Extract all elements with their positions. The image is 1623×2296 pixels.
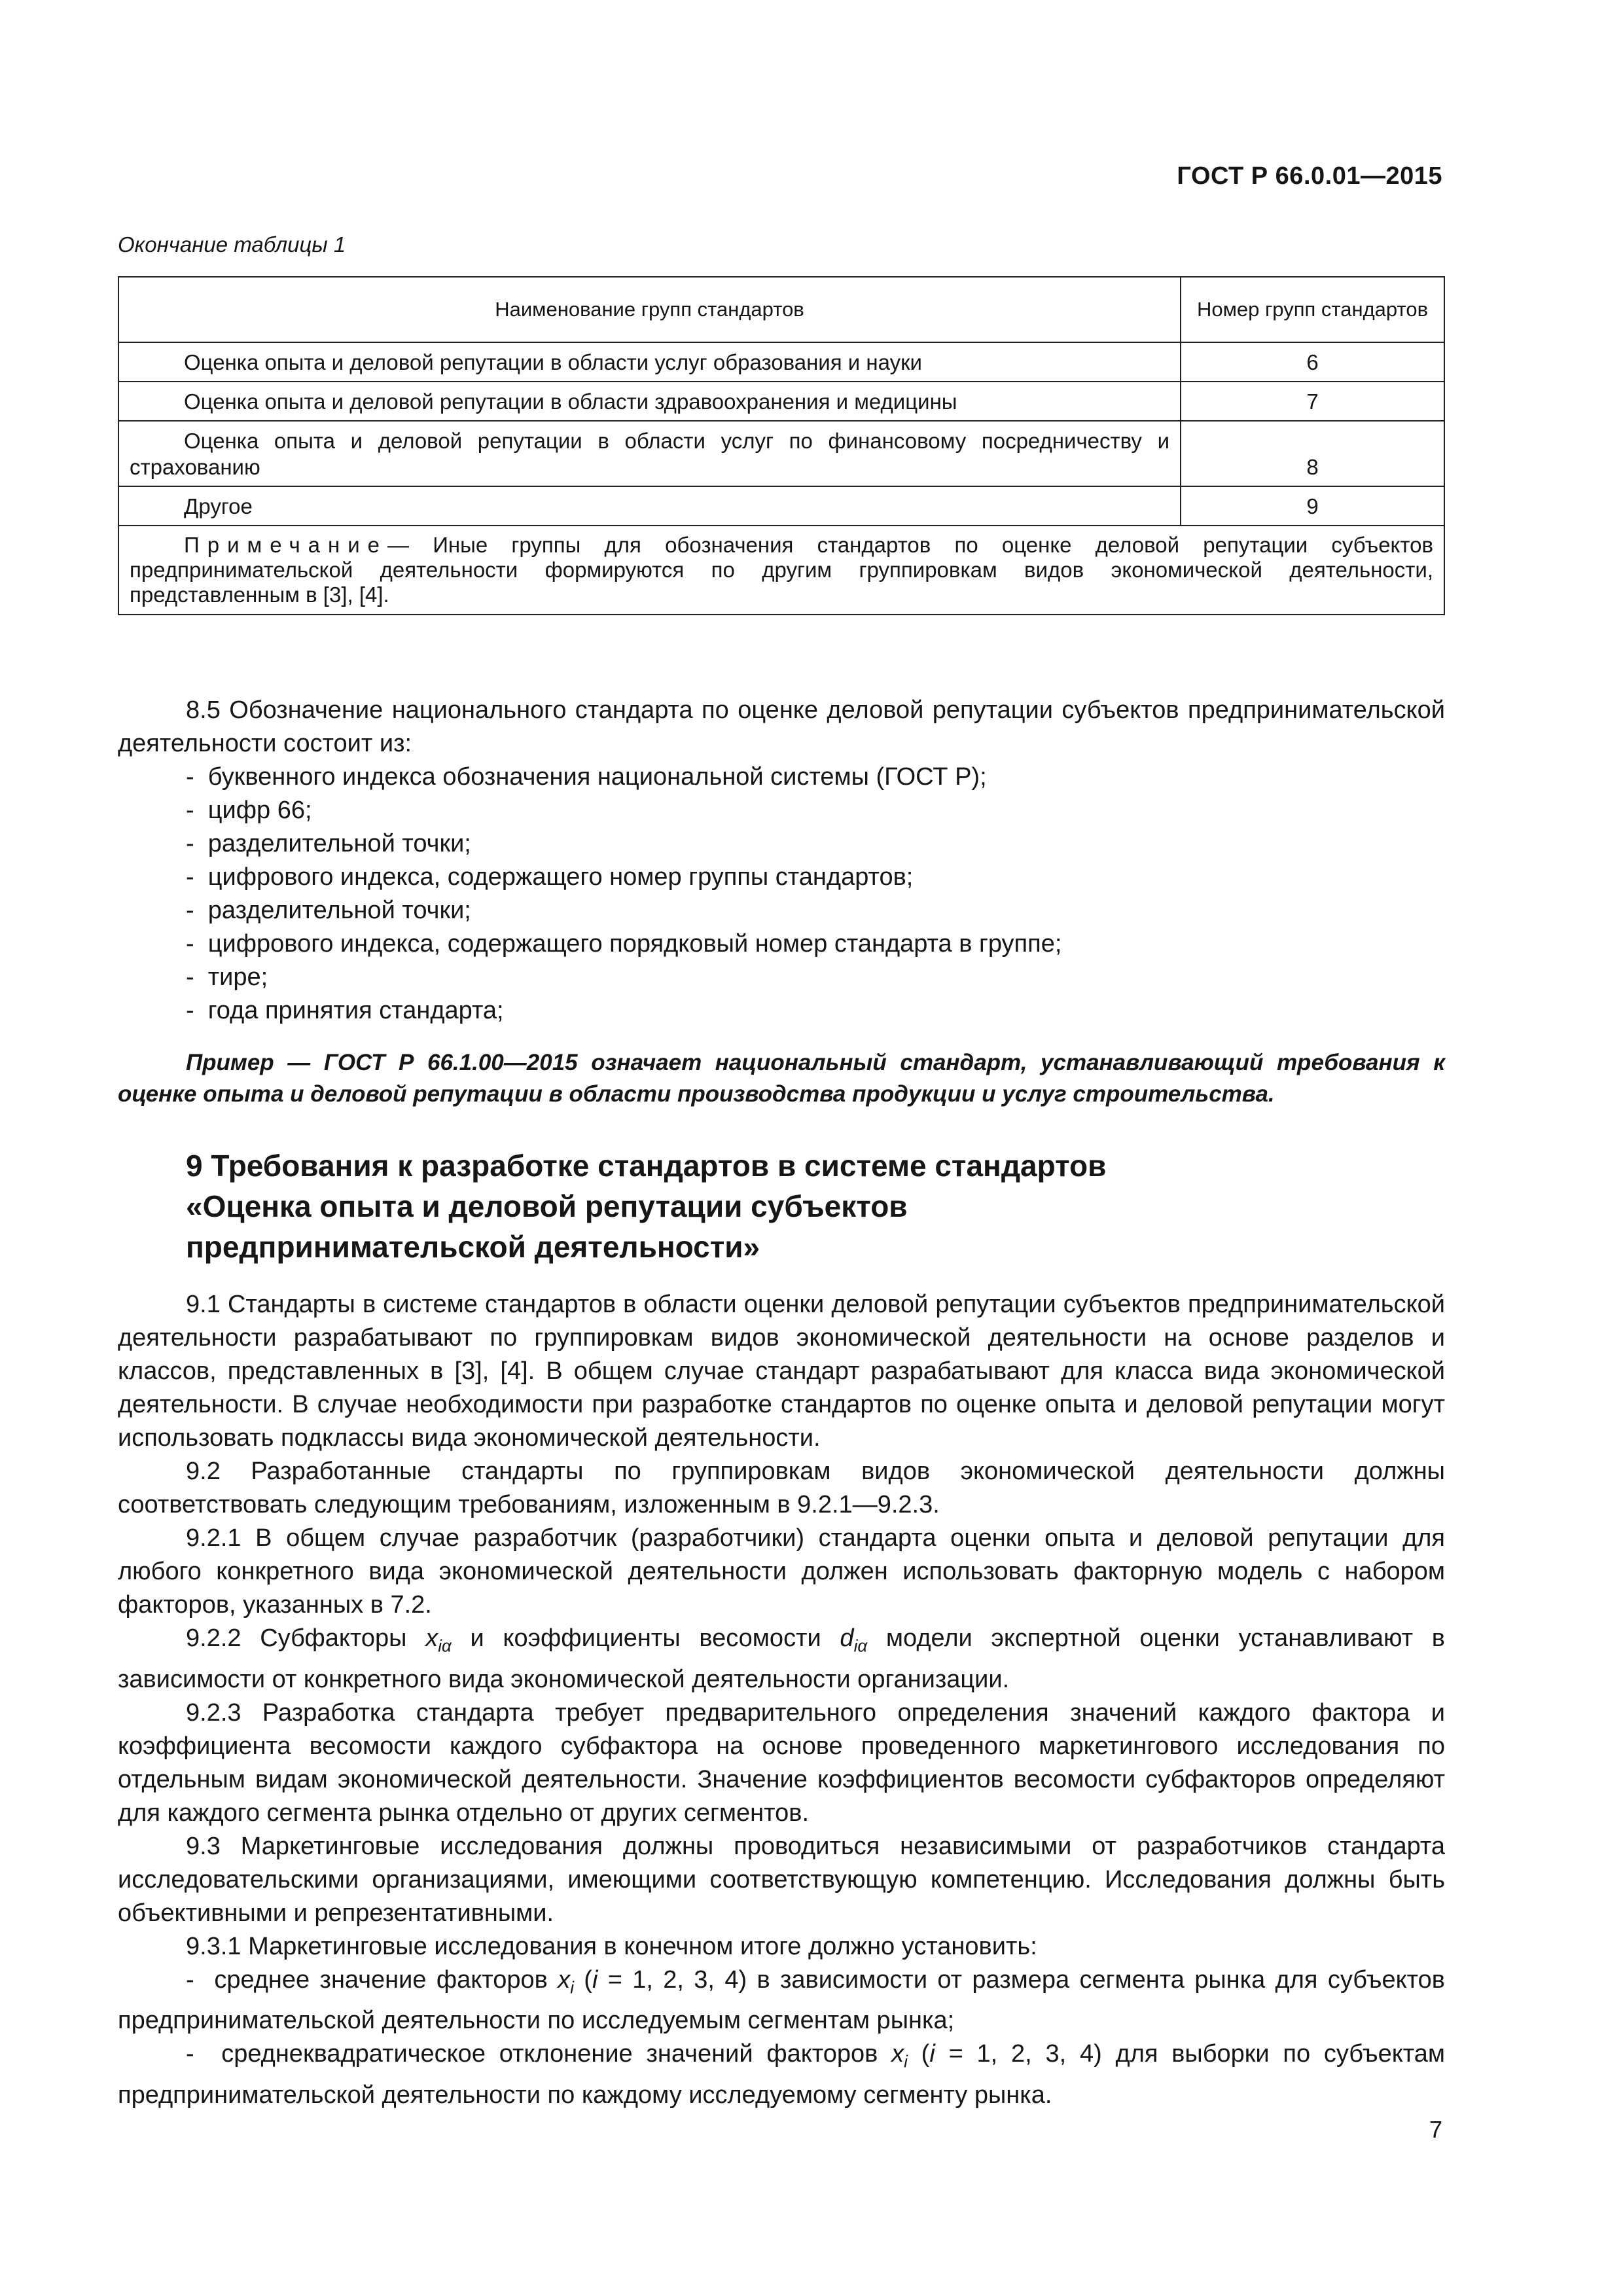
paragraph-8-5: 8.5 Обозначение национального стандарта по оценке деловой репутации субъектов предпринимательской деятельности состоит из: bbox=[118, 696, 1445, 757]
group-name: Другое bbox=[118, 486, 1181, 526]
var-x: x bbox=[891, 2040, 904, 2068]
group-number: 8 bbox=[1181, 421, 1444, 486]
group-number: 9 bbox=[1181, 486, 1444, 526]
example-note: Пример — ГОСТ Р 66.1.00—2015 означает национальный стандарт, устанавливающий требования к оценке опыта и деловой репутации в области производства продукции и услуг строительства. bbox=[118, 1050, 1445, 1107]
group-name: Оценка опыта и деловой репутации в области здравоохранения и медицины bbox=[118, 382, 1181, 421]
designation-parts-list bbox=[118, 761, 1445, 1028]
subscript: iα bbox=[853, 1636, 868, 1656]
group-name: Оценка опыта и деловой репутации в области услуг образования и науки bbox=[118, 342, 1181, 382]
var-i: i bbox=[592, 1965, 598, 1994]
list-item: - буквенного индекса обозначения национальной системы (ГОСТ Р); bbox=[118, 761, 1445, 794]
paragraph-9-2-1: 9.2.1 В общем случае разработчик (разработчики) стандарта оценки опыта и деловой репутации для любого конкретного вида экономической деятельности должен использовать факторную модель с набором факторов, указанных в 7.2. bbox=[118, 1524, 1445, 1619]
list-item: - цифрового индекса, содержащего номер группы стандартов; bbox=[118, 861, 1445, 894]
var-x: x bbox=[558, 1965, 571, 1994]
heading-line: предпринимательской деятельности» bbox=[186, 1230, 760, 1264]
heading-line: «Оценка опыта и деловой репутации субъектов bbox=[186, 1189, 908, 1223]
note-label: Примечание bbox=[184, 533, 388, 557]
table-header-row bbox=[118, 277, 1444, 342]
paragraph-9-3: 9.3 Маркетинговые исследования должны проводиться независимыми от разработчиков стандарта исследовательскими организациями, имеющими соответствующую компетенцию. Исследования должны быть объективными и репрезентативными. bbox=[118, 1832, 1445, 1927]
note-text: — Иные группы для обозначения стандартов по оценке деловой репутации субъектов предпринимательской деятельности формируются по другим группировкам видов экономической деятельности, представленным в [3], [4]. bbox=[130, 533, 1433, 607]
section-8-5 bbox=[118, 694, 1445, 1028]
text-run: в зависимости от размера сегмента рынка для субъектов предпринимательской деятельности по исследуемым сегментам рынка; bbox=[118, 1965, 1445, 2035]
text-run: модели экспертной оценки устанавливают в зависимости от конкретного вида экономической деятельности организации. bbox=[118, 1624, 1445, 1693]
list-item: - года принятия стандарта; bbox=[118, 994, 1445, 1028]
section-9-heading bbox=[186, 1145, 1429, 1267]
table-note bbox=[118, 526, 1444, 615]
paragraph-9-3-1: 9.3.1 Маркетинговые исследования в конечном итоге должно установить: bbox=[186, 1932, 1037, 1960]
var-i: i bbox=[929, 2040, 935, 2068]
paragraph-9-2-3: 9.2.3 Разработка стандарта требует предварительного определения значений каждого фактора и коэффициента весомости каждого субфактора на основе проведенного маркетингового исследования по отдельным видам экономической деятельности. Значение коэффициентов весомости субфакторов определяют для каждого сегмента рынка отдельно от других сегментов. bbox=[118, 1698, 1445, 1827]
heading-line: 9 Требования к разработке стандартов в системе стандартов bbox=[186, 1149, 1107, 1183]
subscript: i bbox=[904, 2051, 908, 2072]
column-header-number: Номер групп стандартов bbox=[1181, 277, 1444, 342]
column-header-name: Наименование групп стандартов bbox=[118, 277, 1181, 342]
text-run: для выборки по субъектам предпринимательской деятельности по каждому исследуемому сегменту рынка. bbox=[118, 2040, 1445, 2109]
list-item-stddev: - среднеквадратическое отклонение значений факторов $x_i$ (i = 1, 2, 3, 4) для выборки по субъектам предпринимательской деятельности по каждому исследуемому сегменту рынка. bbox=[118, 2040, 1445, 2109]
list-item: - разделительной точки; bbox=[118, 894, 1445, 927]
paragraph-9-2: 9.2 Разработанные стандарты по группировкам видов экономической деятельности должны соответствовать следующим требованиям, изложенным в 9.2.1—9.2.3. bbox=[118, 1458, 1445, 1518]
standards-groups-table bbox=[118, 276, 1445, 615]
text-run: среднеквадратическое отклонение значений факторов bbox=[221, 2040, 892, 2068]
table-row bbox=[118, 486, 1444, 526]
paragraph-9-2-2 bbox=[118, 1622, 1445, 1696]
list-item: - цифрового индекса, содержащего порядковый номер стандарта в группе; bbox=[118, 927, 1445, 961]
text-run: ( bbox=[907, 2040, 930, 2068]
text-run: и коэффициенты весомости bbox=[451, 1624, 840, 1652]
list-item: - тире; bbox=[118, 961, 1445, 994]
table-row bbox=[118, 421, 1444, 486]
list-item: - цифр 66; bbox=[118, 794, 1445, 827]
page-number: 7 bbox=[1429, 2116, 1442, 2143]
table-row bbox=[118, 382, 1444, 421]
text-run: среднее значение факторов bbox=[214, 1965, 558, 1994]
var-d: d bbox=[840, 1624, 854, 1652]
table-row bbox=[118, 342, 1444, 382]
list-item-mean: - среднее значение факторов $x_i$ (i = 1, 2, 3, 4) в зависимости от размера сегмента рынка для субъектов предпринимательской деятельности по исследуемым сегментам рынка; bbox=[118, 1965, 1445, 2035]
table-caption: Окончание таблицы 1 bbox=[118, 232, 346, 257]
subscript: i bbox=[570, 1977, 574, 1998]
text-run: = 1, 2, 3, 4) bbox=[935, 2040, 1102, 2068]
group-number: 7 bbox=[1181, 382, 1444, 421]
text-run: ( bbox=[573, 1965, 592, 1994]
var-x: x bbox=[425, 1624, 438, 1652]
text-run: = 1, 2, 3, 4) bbox=[597, 1965, 747, 1994]
group-number: 6 bbox=[1181, 342, 1444, 382]
text-run: 9.2.2 Субфакторы bbox=[186, 1624, 426, 1652]
document-code: ГОСТ Р 66.0.01—2015 bbox=[1177, 162, 1442, 190]
paragraph-9-1: 9.1 Стандарты в системе стандартов в области оценки деловой репутации субъектов предпринимательской деятельности разрабатывают по группировкам видов экономической деятельности на основе разделов и классов, представленных в [3], [4]. В общем случае стандарт разрабатывают для класса вида экономической деятельности. В случае необходимости при разработке стандартов по оценке опыта и деловой репутации могут использовать подклассы вида экономической деятельности. bbox=[118, 1291, 1445, 1452]
section-9-body bbox=[118, 1288, 1445, 2112]
table-note-row bbox=[118, 526, 1444, 615]
subscript: iα bbox=[438, 1636, 452, 1656]
list-item: - разделительной точки; bbox=[118, 827, 1445, 861]
group-name: Оценка опыта и деловой репутации в области услуг по финансовому посредничеству и страхованию bbox=[118, 421, 1181, 486]
